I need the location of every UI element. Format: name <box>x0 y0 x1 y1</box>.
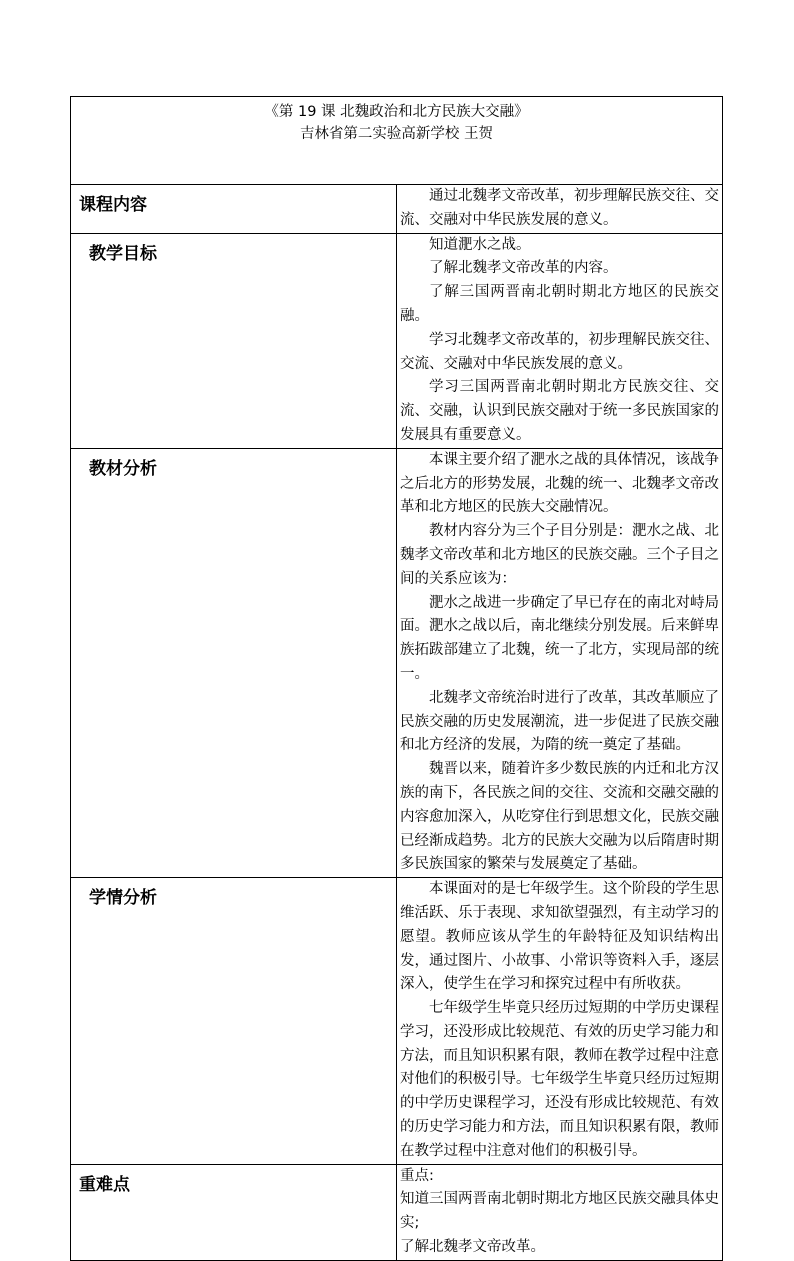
course-content-row <box>71 185 723 234</box>
key-points-label-cell <box>71 1164 397 1260</box>
key-points-cell <box>397 1164 723 1260</box>
material-analysis-cell <box>397 448 723 877</box>
goal-item: 学习北魏孝文帝改革的，初步理解民族交往、交流、交融对中华民族发展的意义。 <box>400 331 719 372</box>
teaching-goals-row <box>71 233 723 448</box>
teaching-goals-label: 教学目标 <box>89 243 157 264</box>
student-analysis-row <box>71 878 723 1165</box>
student-analysis-cell <box>397 878 723 1165</box>
key-point-line: 了解北魏孝文帝改革。 <box>400 1239 545 1256</box>
material-paragraph: 魏晋以来，随着许多少数民族的内迁和北方汉族的南下，各民族之间的交往、交流和交融交融的内容愈加深入，从吃穿住行到思想文化，民族交融已经渐成趋势。北方的民族大交融为以后隋唐时期多民族国家的繁荣与发展奠定了基础。 <box>400 761 719 873</box>
material-paragraph: 本课主要介绍了淝水之战的具体情况，该战争之后北方的形势发展，北魏的统一、北魏孝文帝改革和北方地区的民族大交融情况。 <box>400 451 719 516</box>
goal-item: 知道淝水之战。 <box>429 236 531 253</box>
course-content-label: 课程内容 <box>79 195 147 215</box>
material-analysis-label: 教材分析 <box>89 458 157 479</box>
lesson-title: 《第 19 课 北魏政治和北方民族大交融》 <box>264 104 529 120</box>
lesson-plan-table <box>70 96 723 1261</box>
key-points-label: 重难点 <box>79 1174 130 1195</box>
material-analysis-row <box>71 448 723 877</box>
goal-item: 了解三国两晋南北朝时期北方地区的民族交融。 <box>400 284 719 324</box>
material-paragraph: 教材内容分为三个子目分别是：淝水之战、北魏孝文帝改革和北方地区的民族交融。三个子目之间的关系应该为： <box>400 523 719 587</box>
teaching-goals-cell <box>397 233 723 448</box>
author-line: 吉林省第二实验高新学校 王贺 <box>299 126 494 142</box>
course-content-cell <box>397 185 723 234</box>
title-row <box>71 97 723 185</box>
key-point-line: 知道三国两晋南北朝时期北方地区民族交融具体史实; <box>400 1191 719 1232</box>
goal-item: 学习三国两晋南北朝时期北方民族交往、交流、交融，认识到民族交融对于统一多民族国家的发展具有重要意义。 <box>400 379 719 443</box>
key-points-row <box>71 1164 723 1260</box>
material-paragraph: 北魏孝文帝统治时进行了改革，其改革顺应了民族交融的历史发展潮流，进一步促进了民族交融和北方经济的发展，为隋的统一奠定了基础。 <box>400 689 719 754</box>
title-cell <box>71 97 723 185</box>
student-analysis-label-cell <box>71 878 397 1165</box>
material-analysis-label-cell <box>71 448 397 877</box>
student-analysis-label: 学情分析 <box>89 888 157 909</box>
material-paragraph: 淝水之战进一步确定了早已存在的南北对峙局面。淝水之战以后，南北继续分别发展。后来鲜卑族拓跋部建立了北魏，统一了北方，实现局部的统一。 <box>400 594 719 682</box>
course-content-label-cell <box>71 185 397 234</box>
goal-item: 了解北魏孝文帝改革的内容。 <box>429 260 618 277</box>
student-paragraph: 七年级学生毕竟只经历过短期的中学历史课程学习，还没形成比较规范、有效的历史学习能力和方法，而且知识积累有限，教师在教学过程中注意对他们的积极引导。七年级学生毕竟只经历过短期的中学历史课程学习，还没有形成比较规范、有效的历史学习能力和方法，而且知识积累有限，教师在教学过程中注意对他们的积极引导。 <box>400 1000 719 1159</box>
teaching-goals-label-cell <box>71 233 397 448</box>
student-paragraph: 本课面对的是七年级学生。这个阶段的学生思维活跃、乐于表现、求知欲望强烈，有主动学习的愿望。教师应该从学生的年龄特征及知识结构出发，通过图片、小故事、小常识等资料入手，逐层深入，使学生在学习和探究过程中有所收获。 <box>400 881 719 993</box>
key-point-line: 重点: <box>400 1167 434 1184</box>
course-content-paragraph: 通过北魏孝文帝改革，初步理解民族交往、交流、交融对中华民族发展的意义。 <box>400 188 719 228</box>
